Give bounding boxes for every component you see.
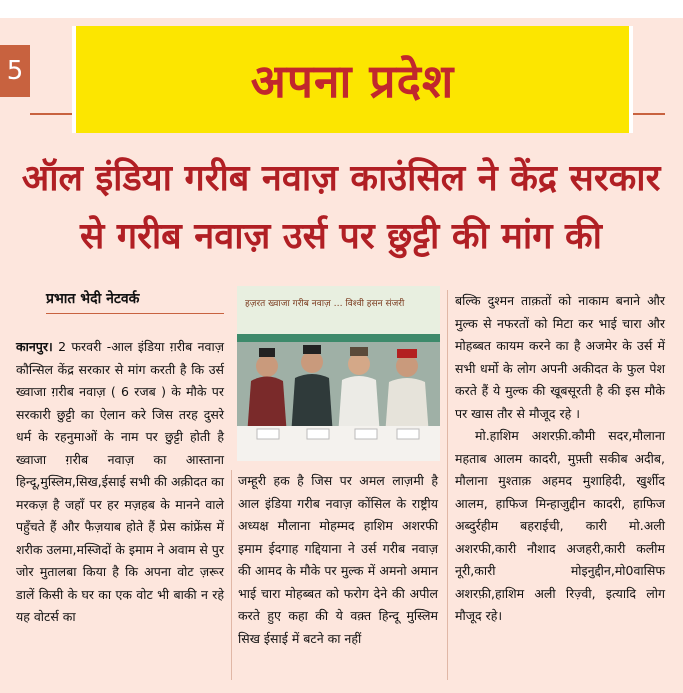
headline-line-1: ऑल इंडिया गरीब नवाज़ काउंसिल ने केंद्र सरकार: [21, 158, 661, 199]
article-column-1: [16, 336, 224, 629]
column-divider-2: [447, 290, 448, 680]
article-column-2: [238, 470, 438, 650]
article-text-col1: 2 फरवरी -आल इंडिया ग़रीब नवाज़ कौन्सिल केंद्र सरकार से मांग करती है कि उर्स ख्वाजा ग़रीब नवाज़ ( 6 रजब ) के मौके पर सरकारी छुट्टी का ऐलान करे जिस तरह दुसरे धर्म के रहनुमाओं के नाम पर छुट्टी होती है ख्वाजा ग़रीब नवाज़ का आस्ताना हिन्दू,मुस्लिम,सिख,ईसाई सभी की अक़ीदत का मरकज़ है जहाँ पर हर मज़हब के मानने वाले पहुँचते हैं और फैज़याब होते हैं प्रेस कांफ्रेंस में शरीक उलमा,मस्जिदों के इमाम ने अवाम से पुर जोर मुतालबा किया है कि अपना वोट ज़रूर डालें किसी के घर का एक वोट भी बाकी न रहे यह वोटर्स का: [16, 339, 224, 624]
article-text-col3-p2: मो.हाशिम अशरफ़ी.कौमी सदर,मौलाना महताब आलम कादरी, मुफ़्ती सकीब अदीब, मौलाना मुश्ताक़ अहमद मुशाहिदी, खुर्शीद आलम, हाफिज मिन्हाजुद्दीन कादरी, हाफिज अब्दुर्रहीम बहराईची, कारी मो.अली अशरफी,कारी नौशाद अजहरी,कारी कलीम नूरी,कारी मोइनुद्दीन,मो0वासिफ अशरफ़ी,हाशिम अली रिज़्वी, इत्यादि लोग मौजूद रहे।: [455, 428, 665, 623]
byline: प्रभात भेदी नेटवर्क: [46, 289, 224, 314]
column-divider-1: [231, 470, 232, 680]
article-column-3: [455, 290, 665, 628]
article-text-col2: जम्हूरी हक है जिस पर अमल लाज़मी है आल इंडिया गरीब नवाज़ कोंसिल के राष्ट्रीय अध्यक्ष मौलाना मोहम्मद हाशिम अशरफी इमाम ईदगाह गद्दियाना ने उर्स गरीब नवाज़ की आमद के मौके पर मुल्क में अमनो अमान भाई चारा मोहब्बत को फरोग देने की अपील करते हुए कहा की ये वक़्त हिन्दू मुस्लिम सिख ईसाई में बटने का नहीं: [238, 473, 438, 646]
dateline: कानपुर।: [16, 339, 53, 354]
section-header-band: [72, 26, 633, 133]
photo-banner-text: हज़रत ख्वाजा गरीब नवाज़ … विश्वी हसन संजरी: [245, 299, 405, 309]
news-photo: [237, 286, 440, 461]
headline: [12, 150, 670, 266]
section-title: अपना प्रदेश: [250, 53, 455, 108]
photo-illustration: [237, 286, 440, 461]
page-number-badge: 5: [0, 45, 30, 97]
headline-line-2: से गरीब नवाज़ उर्स पर छुट्टी की मांग की: [80, 216, 602, 257]
article-text-col3-p1: बल्कि दुश्मन ताक़तों को नाकाम बनाने और मुल्क से नफरतों को मिटा कर भाई चारा और मोहब्बत कायम करने का है अजमेर के उर्स में सभी धर्मो के लोग अपनी अकीदत के फुल पेश करते हैं ये मुल्क की खूबसूरती है की इस मौके पर खास तौर से मौजूद रहे ।: [455, 293, 665, 421]
top-margin: [0, 0, 683, 18]
